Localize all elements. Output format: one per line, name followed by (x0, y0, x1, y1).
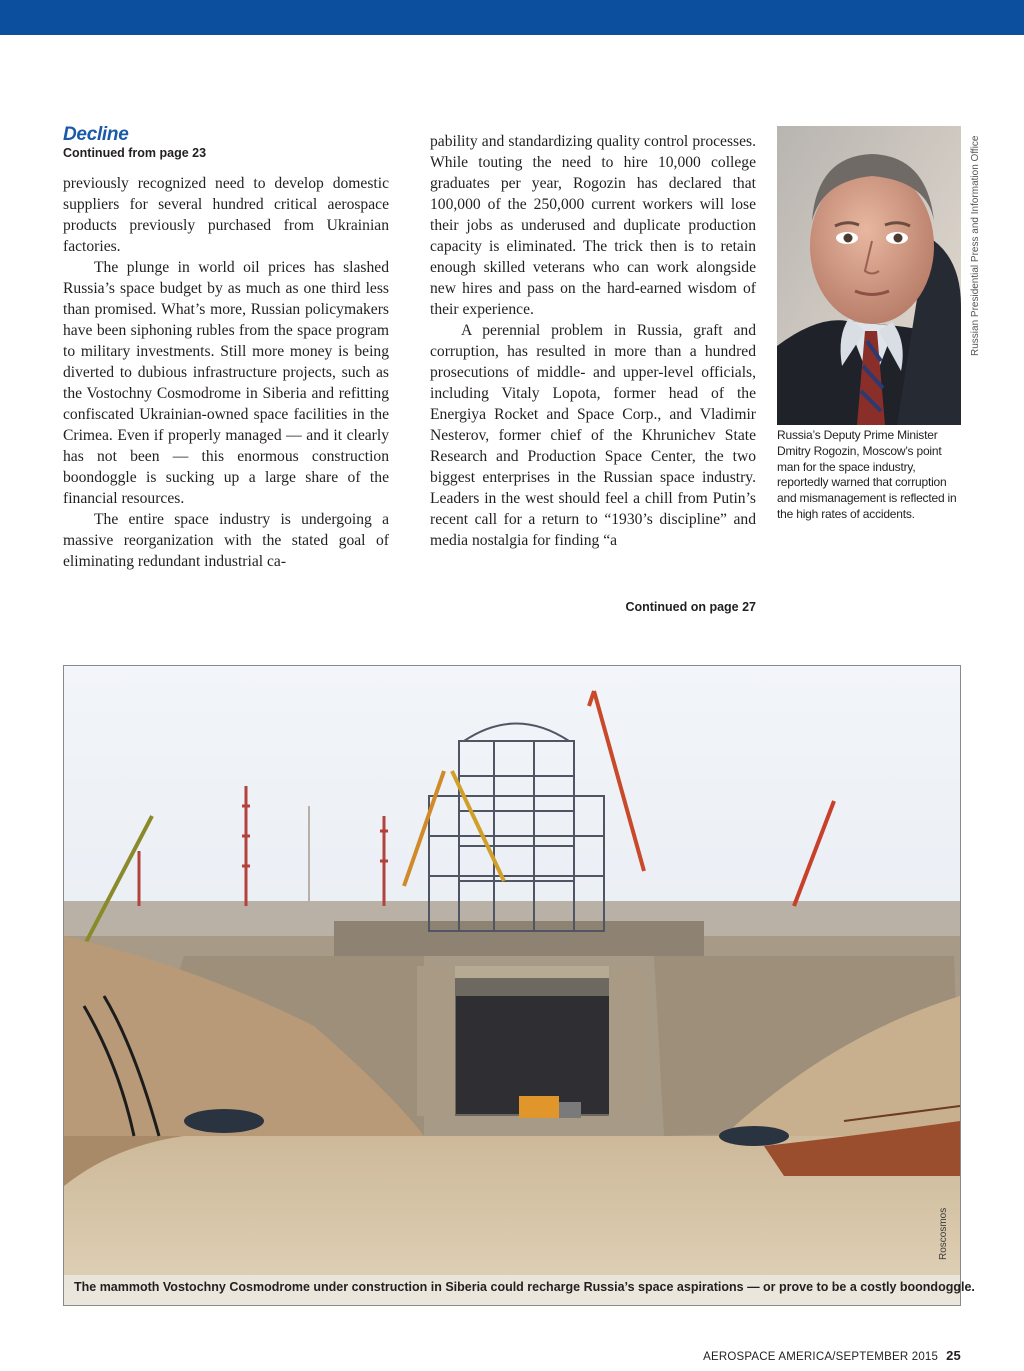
article-column-1 (63, 173, 389, 572)
portrait-credit-text: Russian Presidential Press and Information Office (970, 135, 981, 356)
photo-credit (936, 1200, 952, 1260)
column2-paragraph: A perennial problem in Russia, graft and corruption, has resulted in more than a hundred prosecutions of middle- and upper-level officials, including Vitaly Lopota, former head of the Energiya Rocket and Space Corp., and Vladimir Nesterov, former chief of the Khrunichev State Research and Production Space Center, the two biggest enterprises in the Russian space industry. Leaders in the west should feel a chill from Putin’s recent call for a return to “1930’s discipline” and media nostalgia for finding “a (430, 322, 756, 549)
continued-from-label: Continued from page 23 (63, 146, 207, 160)
photo-credit-text: Roscosmos (938, 1207, 949, 1260)
page-footer (703, 1348, 961, 1363)
column2-paragraph: pability and standardizing quality control processes. While touting the need to hire 10,000 college graduates per year, Rogozin has declared that 100,000 of the 250,000 current workers will lose their jobs as underused and duplicate production capacity is eliminated. The trick then is to retain enough skilled veterans who can work alongside new hires and pass on the hard-earned wisdom of their experience. (430, 133, 756, 318)
column1-paragraph: The entire space industry is undergoing a massive reorganization with the stated goal of eliminating redundant industrial ca- (63, 511, 389, 570)
portrait-photo-credit (968, 126, 984, 356)
column1-paragraph: The plunge in world oil prices has slashed Russia’s space budget by as much as one third less than promised. What’s more, Russian policymakers have been siphoning rubles from the space program to military investments. Still more money is being diverted to dubious infrastructure projects, such as the Vostochny Cosmodrome in Siberia and refitting confiscated Ukrainian-owned space facilities in the Crimea. Even if properly managed — and it clearly has not been — this enormous construction boondoggle is sucking up a large share of the financial resources. (63, 259, 389, 507)
cosmodrome-photo (63, 665, 961, 1306)
publication-name: AEROSPACE AMERICA/SEPTEMBER 2015 (703, 1351, 939, 1363)
article-column-2 (430, 131, 756, 551)
header-color-bar (0, 0, 1024, 35)
photo-caption: The mammoth Vostochny Cosmodrome under construction in Siberia could recharge Russia’s space aspirations — or prove to be a costly boondoggle. (64, 1275, 960, 1305)
column1-paragraph: previously recognized need to develop domestic suppliers for several hundred critical aerospace products previously purchased from Ukrainian factories. (63, 175, 389, 255)
rogozin-portrait-photo (777, 126, 961, 425)
portrait-caption: Russia’s Deputy Prime Minister Dmitry Rogozin, Moscow’s point man for the space industry, reportedly warned that corruption and mismanagement is reflected in the high rates of accidents. (777, 428, 957, 521)
page-number: 25 (946, 1348, 961, 1363)
continued-on-label: Continued on page 27 (625, 600, 756, 614)
article-kicker: Decline (63, 124, 129, 145)
